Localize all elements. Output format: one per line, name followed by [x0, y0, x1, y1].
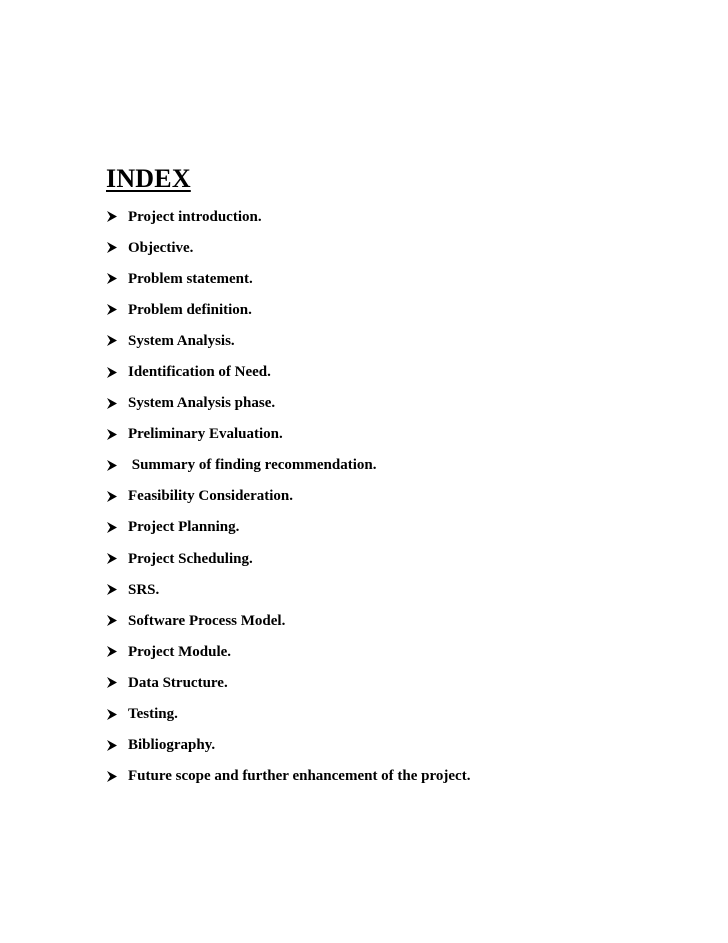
index-item: [106, 574, 470, 605]
index-item: [106, 419, 470, 450]
index-item: [106, 388, 470, 419]
index-item: [106, 605, 470, 636]
index-item: [106, 294, 470, 325]
arrowhead-bullet-icon: [106, 272, 128, 285]
index-item-label: Feasibility Consideration.: [128, 488, 294, 505]
arrowhead-bullet-icon: [106, 521, 128, 534]
index-item: [106, 512, 470, 543]
index-item: [106, 543, 470, 574]
index-item-label: Project Planning.: [128, 519, 240, 536]
arrowhead-bullet-icon: [106, 366, 128, 379]
index-item: [106, 636, 470, 667]
index-item: [106, 263, 470, 294]
index-item: [106, 761, 470, 792]
index-item-label: Bibliography.: [128, 737, 216, 754]
index-item: [106, 356, 470, 387]
index-item-label: System Analysis phase.: [128, 395, 276, 412]
index-item: [106, 481, 470, 512]
arrowhead-bullet-icon: [106, 490, 128, 503]
arrowhead-bullet-icon: [106, 459, 128, 472]
index-item-label: Software Process Model.: [128, 612, 286, 629]
index-item: [106, 450, 470, 481]
index-item: [106, 699, 470, 730]
index-item-label: Project Scheduling.: [128, 550, 253, 567]
index-item-label: Future scope and further enhancement of the project.: [128, 768, 471, 785]
arrowhead-bullet-icon: [106, 334, 128, 347]
index-item-label: System Analysis.: [128, 332, 235, 349]
index-item-label: Project Module.: [128, 643, 232, 660]
index-item: [106, 730, 470, 761]
arrowhead-bullet-icon: [106, 397, 128, 410]
arrowhead-bullet-icon: [106, 552, 128, 565]
index-item: [106, 325, 470, 356]
arrowhead-bullet-icon: [106, 770, 128, 783]
index-item-label: SRS.: [128, 581, 160, 598]
index-item-label: Problem statement.: [128, 270, 253, 287]
index-item-label: Testing.: [128, 706, 178, 723]
index-item-label: Summary of finding recommendation.: [128, 457, 377, 474]
index-item-label: Identification of Need.: [128, 364, 271, 381]
arrowhead-bullet-icon: [106, 614, 128, 627]
index-item-label: Data Structure.: [128, 674, 228, 691]
arrowhead-bullet-icon: [106, 428, 128, 441]
arrowhead-bullet-icon: [106, 645, 128, 658]
index-item: [106, 667, 470, 698]
index-list: [106, 201, 470, 792]
index-item-label: Project introduction.: [128, 208, 262, 225]
index-item-label: Objective.: [128, 239, 194, 256]
index-heading: INDEX: [106, 164, 191, 193]
arrowhead-bullet-icon: [106, 241, 128, 254]
index-item-label: Problem definition.: [128, 301, 252, 318]
index-item-label: Preliminary Evaluation.: [128, 426, 283, 443]
arrowhead-bullet-icon: [106, 210, 128, 223]
index-item: [106, 232, 470, 263]
arrowhead-bullet-icon: [106, 303, 128, 316]
arrowhead-bullet-icon: [106, 676, 128, 689]
index-item: [106, 201, 470, 232]
arrowhead-bullet-icon: [106, 739, 128, 752]
arrowhead-bullet-icon: [106, 708, 128, 721]
arrowhead-bullet-icon: [106, 583, 128, 596]
